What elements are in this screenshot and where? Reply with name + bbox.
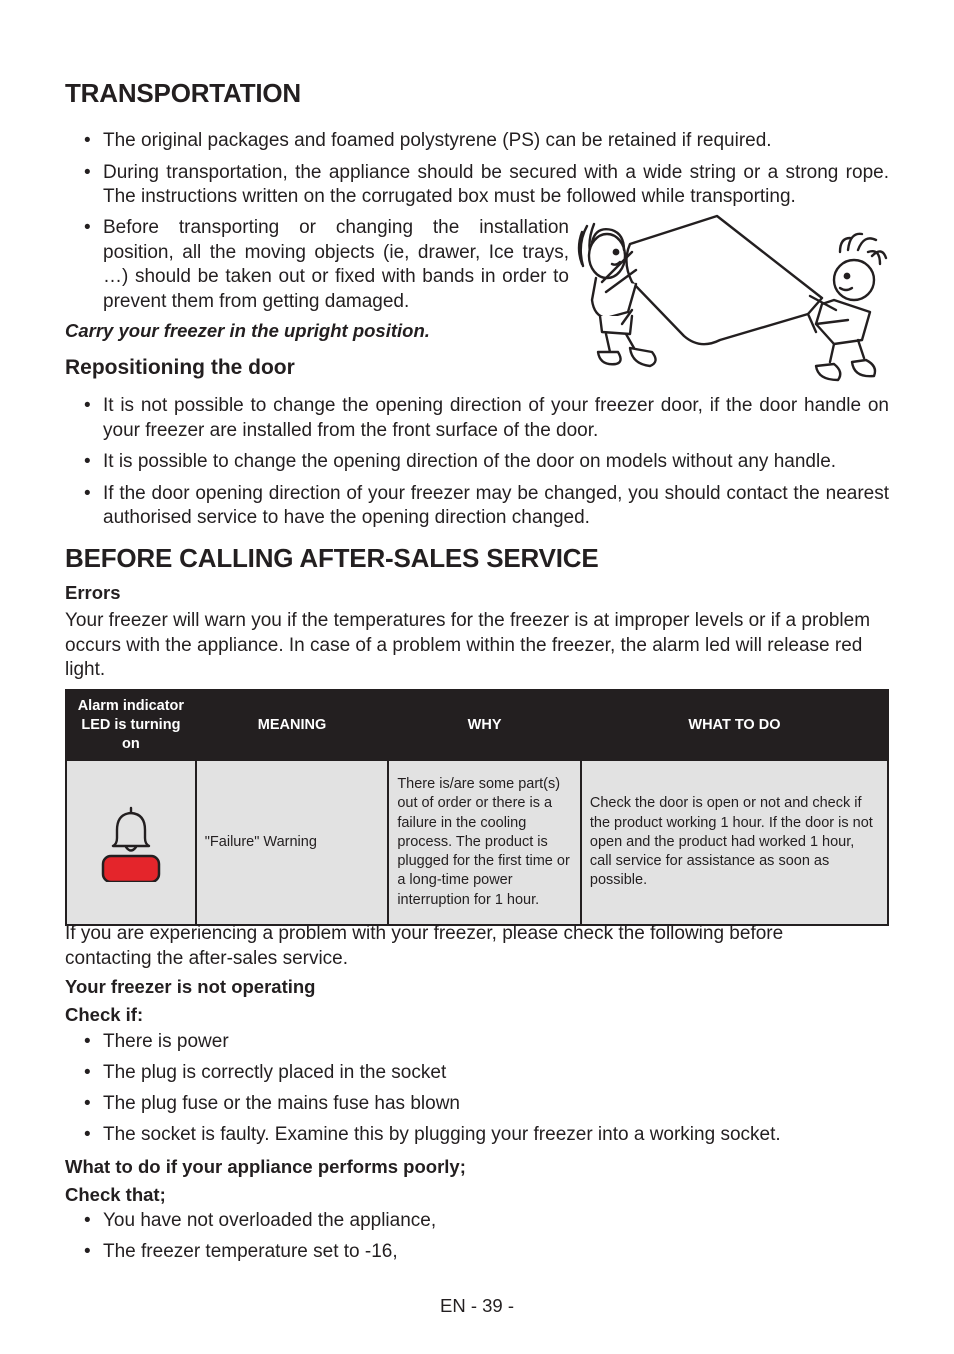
errors-heading: Errors — [65, 582, 121, 603]
list-item: • The plug fuse or the mains fuse has blown — [84, 1093, 460, 1114]
bell-led-icon — [101, 804, 161, 882]
list-item: • The plug is correctly placed in the socket — [84, 1062, 447, 1083]
check-that-list — [65, 1209, 889, 1265]
list-item: • It is possible to change the opening direction of the door on models without any handle. — [84, 451, 837, 472]
list-item: • You have not overloaded the appliance, — [84, 1210, 437, 1231]
check-if-heading: Check if: — [65, 1004, 144, 1025]
transport-bullets-top — [65, 129, 889, 210]
check-if-list — [65, 1030, 889, 1148]
carry-note: Carry your freezer in the upright position. — [65, 320, 430, 341]
list-item: • Before transporting or changing the installation position, all the moving objects (ie, drawer, Ice trays, …) should be taken out or fixed with bands in order to prevent them from getting damaged. — [84, 217, 569, 312]
header-alarm-led: Alarm indicator LED is turning on — [66, 690, 196, 760]
list-item: • If the door opening direction of your freezer may be changed, you should contact the nearest authorised service to have the opening direction changed. — [84, 482, 889, 528]
section-title-transportation: TRANSPORTATION — [65, 78, 301, 108]
transport-bullets-side — [65, 216, 569, 314]
why-cell: There is/are some part(s) out of order or there is a failure in the cooling process. The product is plugged for the first time or a long-time power interruption for 1 hour. — [388, 760, 581, 925]
errors-text: Your freezer will warn you if the temperatures for the freezer is at improper levels or if a problem occurs with the appliance. In case of a problem within the freezer, the alarm led will release red light. — [65, 610, 871, 680]
meaning-cell: "Failure" Warning — [196, 760, 389, 925]
error-table — [65, 689, 889, 926]
not-operating-heading: Your freezer is not operating — [65, 976, 316, 997]
list-item: • During transportation, the appliance should be secured with a wide string or a strong rope. The instructions written on the corrugated box must be followed while transporting. — [84, 161, 889, 207]
bell-icon — [113, 813, 149, 846]
service-intro: If you are experiencing a problem with your freezer, please check the following before contacting the after-sales service. — [65, 923, 784, 969]
list-item: • The original packages and foamed polystyrene (PS) can be retained if required. — [84, 130, 772, 151]
section-title-service: BEFORE CALLING AFTER-SALES SERVICE — [65, 543, 599, 573]
alarm-led-cell — [66, 760, 196, 925]
door-bullets — [65, 394, 889, 531]
section-title-door: Repositioning the door — [65, 356, 295, 379]
right-person-icon — [810, 234, 886, 380]
freezer-box-icon — [626, 216, 822, 344]
header-what-to-do: WHAT TO DO — [581, 690, 888, 760]
list-item: • There is power — [84, 1031, 229, 1052]
table-header-row — [66, 690, 888, 760]
red-led-icon — [103, 856, 159, 882]
carrying-freezer-illustration — [572, 212, 894, 384]
poorly-heading: What to do if your appliance performs poorly; — [65, 1156, 466, 1177]
list-item: • The socket is faulty. Examine this by plugging your freezer into a working socket. — [84, 1124, 781, 1145]
check-that-heading: Check that; — [65, 1184, 166, 1205]
table-row — [66, 760, 888, 925]
list-item: • The freezer temperature set to -16, — [84, 1241, 398, 1262]
what-to-do-cell: Check the door is open or not and check if the product working 1 hour. If the door is not open and the product had worked 1 hour, call service for assistance as soon as possible. — [581, 760, 888, 925]
header-meaning: MEANING — [196, 690, 389, 760]
page-number: EN - 39 - — [439, 1295, 515, 1316]
header-why: WHY — [388, 690, 581, 760]
list-item: • It is not possible to change the opening direction of your freezer door, if the door handle on your freezer are installed from the front surface of the door. — [84, 395, 889, 441]
